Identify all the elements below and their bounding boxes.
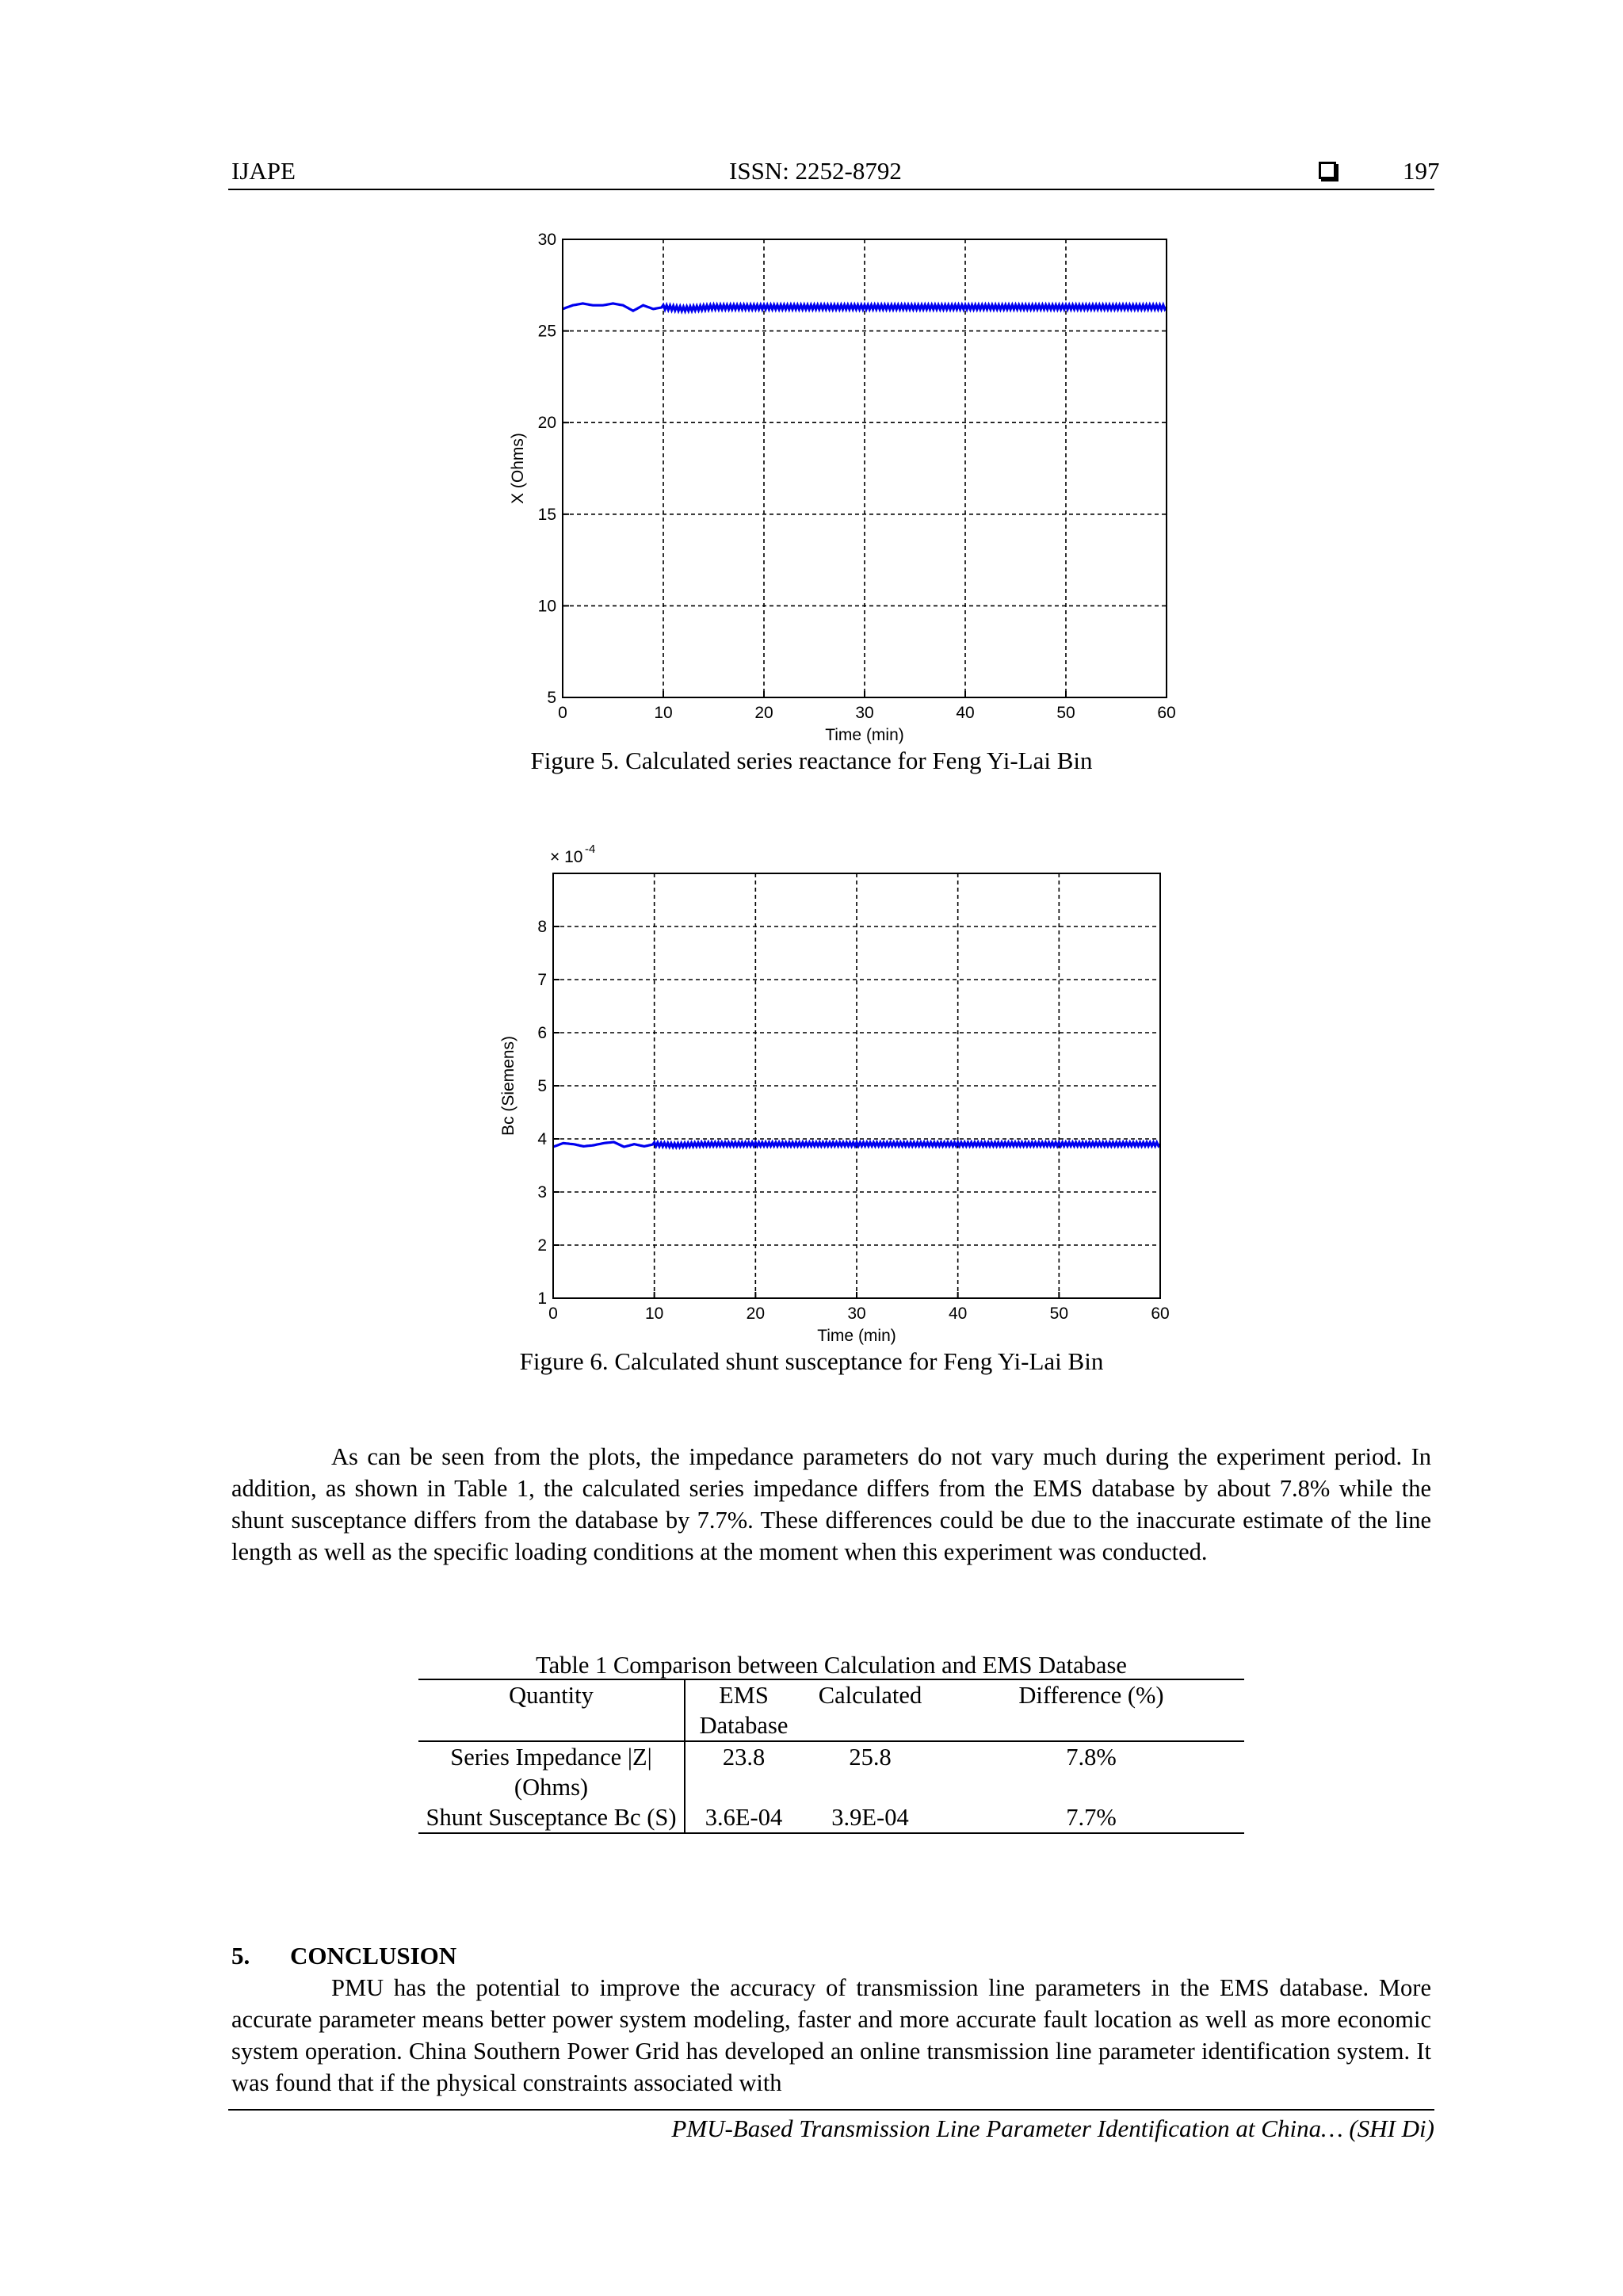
table-cell: Series Impedance |Z| (Ohms) (418, 1741, 685, 1802)
body-paragraph-text: As can be seen from the plots, the impedance parameters do not vary much during the experiment period. In addition, as shown in Table 1, the calculated series impedance differs from the EMS database by about 7.8% while the shunt susceptance differs from the database by 7.7%. These differences could be due to the inaccurate estimate of the line length as well as the specific loading conditions at the moment when this experiment was conducted. (231, 1443, 1431, 1565)
conclusion-paragraph-text: PMU has the potential to improve the accuracy of transmission line parameters in the EMS database. More accurate parameter means better power system modeling, faster and more accurate fault location as well as more economic system operation. China Southern Power Grid has developed an online transmission line parameter identification system. It was found that if the physical constraints associated with (231, 1974, 1431, 2096)
table-header-row (418, 1679, 1244, 1741)
y-tick-label: 2 (537, 1236, 547, 1255)
page-number: 197 (1403, 157, 1440, 185)
footer-rule (228, 2109, 1434, 2111)
table-cell: 3.6E-04 (685, 1802, 802, 1833)
axis-multiplier: × 10 (550, 848, 583, 866)
x-tick-label: 20 (746, 1305, 766, 1323)
table-1 (418, 1679, 1244, 1834)
y-tick-label: 7 (537, 971, 547, 989)
y-tick-label: 4 (537, 1130, 547, 1148)
figure-5-caption: Figure 5. Calculated series reactance for Feng Yi-Lai Bin (530, 747, 1093, 774)
y-axis-label: Bc (Siemens) (499, 1035, 517, 1137)
table-row (418, 1741, 1244, 1802)
journal-name: IJAPE (231, 157, 296, 185)
table-cell: 3.9E-04 (802, 1802, 938, 1833)
y-tick-label: 1 (537, 1289, 547, 1308)
table-cell: Shunt Susceptance Bc (S) (418, 1802, 685, 1833)
conclusion-paragraph (231, 1972, 1431, 2099)
x-axis-label: Time (min) (825, 726, 904, 744)
checkbox-icon (1319, 162, 1336, 179)
y-tick-label: 6 (537, 1024, 547, 1042)
x-tick-label: 40 (948, 1305, 968, 1323)
x-axis-label: Time (min) (817, 1327, 896, 1345)
y-tick-label: 20 (537, 414, 556, 433)
y-tick-label: 15 (537, 505, 556, 524)
x-tick-label: 50 (1049, 1305, 1069, 1323)
column-header: EMS Database (685, 1679, 802, 1741)
section-number: 5. (231, 1942, 250, 1969)
column-header: Quantity (418, 1679, 685, 1741)
x-tick-label: 30 (855, 704, 874, 722)
table-cell: 23.8 (685, 1741, 802, 1802)
x-tick-label: 0 (548, 1305, 558, 1323)
y-tick-label: 3 (537, 1183, 547, 1201)
header-rule (228, 189, 1434, 190)
y-tick-label: 5 (547, 689, 556, 707)
table-row (418, 1802, 1244, 1833)
x-tick-label: 60 (1151, 1305, 1170, 1323)
issn: ISSN: 2252-8792 (729, 157, 902, 185)
x-tick-label: 0 (558, 704, 567, 722)
figure-5 (491, 223, 1176, 751)
table-cell: 7.8% (938, 1741, 1244, 1802)
table-1-caption: Table 1 Comparison between Calculation and EMS Database (536, 1652, 1127, 1679)
x-tick-label: 10 (644, 1305, 664, 1323)
x-tick-label: 30 (847, 1305, 866, 1323)
y-tick-label: 5 (537, 1077, 547, 1095)
figure-6-caption: Figure 6. Calculated shunt susceptance for Feng Yi-Lai Bin (519, 1347, 1104, 1375)
figure-6-chart (491, 834, 1173, 1349)
section-title: CONCLUSION (290, 1942, 457, 1969)
x-tick-label: 20 (754, 704, 773, 722)
y-tick-label: 10 (537, 597, 556, 616)
figure-6 (491, 834, 1173, 1353)
table-cell: 25.8 (802, 1741, 938, 1802)
y-axis-label: X (Ohms) (509, 433, 527, 504)
x-tick-label: 50 (1056, 704, 1075, 722)
column-header: Calculated (802, 1679, 938, 1741)
table-cell: 7.7% (938, 1802, 1244, 1833)
body-paragraph (231, 1441, 1431, 1568)
axis-multiplier-exponent: -4 (585, 842, 596, 856)
y-tick-label: 8 (537, 918, 547, 936)
x-tick-label: 60 (1157, 704, 1176, 722)
figure-5-chart (491, 223, 1176, 747)
x-tick-label: 40 (956, 704, 975, 722)
column-header: Difference (%) (938, 1679, 1244, 1741)
y-tick-label: 25 (537, 322, 556, 341)
x-tick-label: 10 (654, 704, 673, 722)
section-heading (231, 1940, 456, 1972)
y-tick-label: 30 (537, 231, 556, 249)
running-footer: PMU-Based Transmission Line Parameter Identification at China… (SHI Di) (671, 2115, 1434, 2142)
